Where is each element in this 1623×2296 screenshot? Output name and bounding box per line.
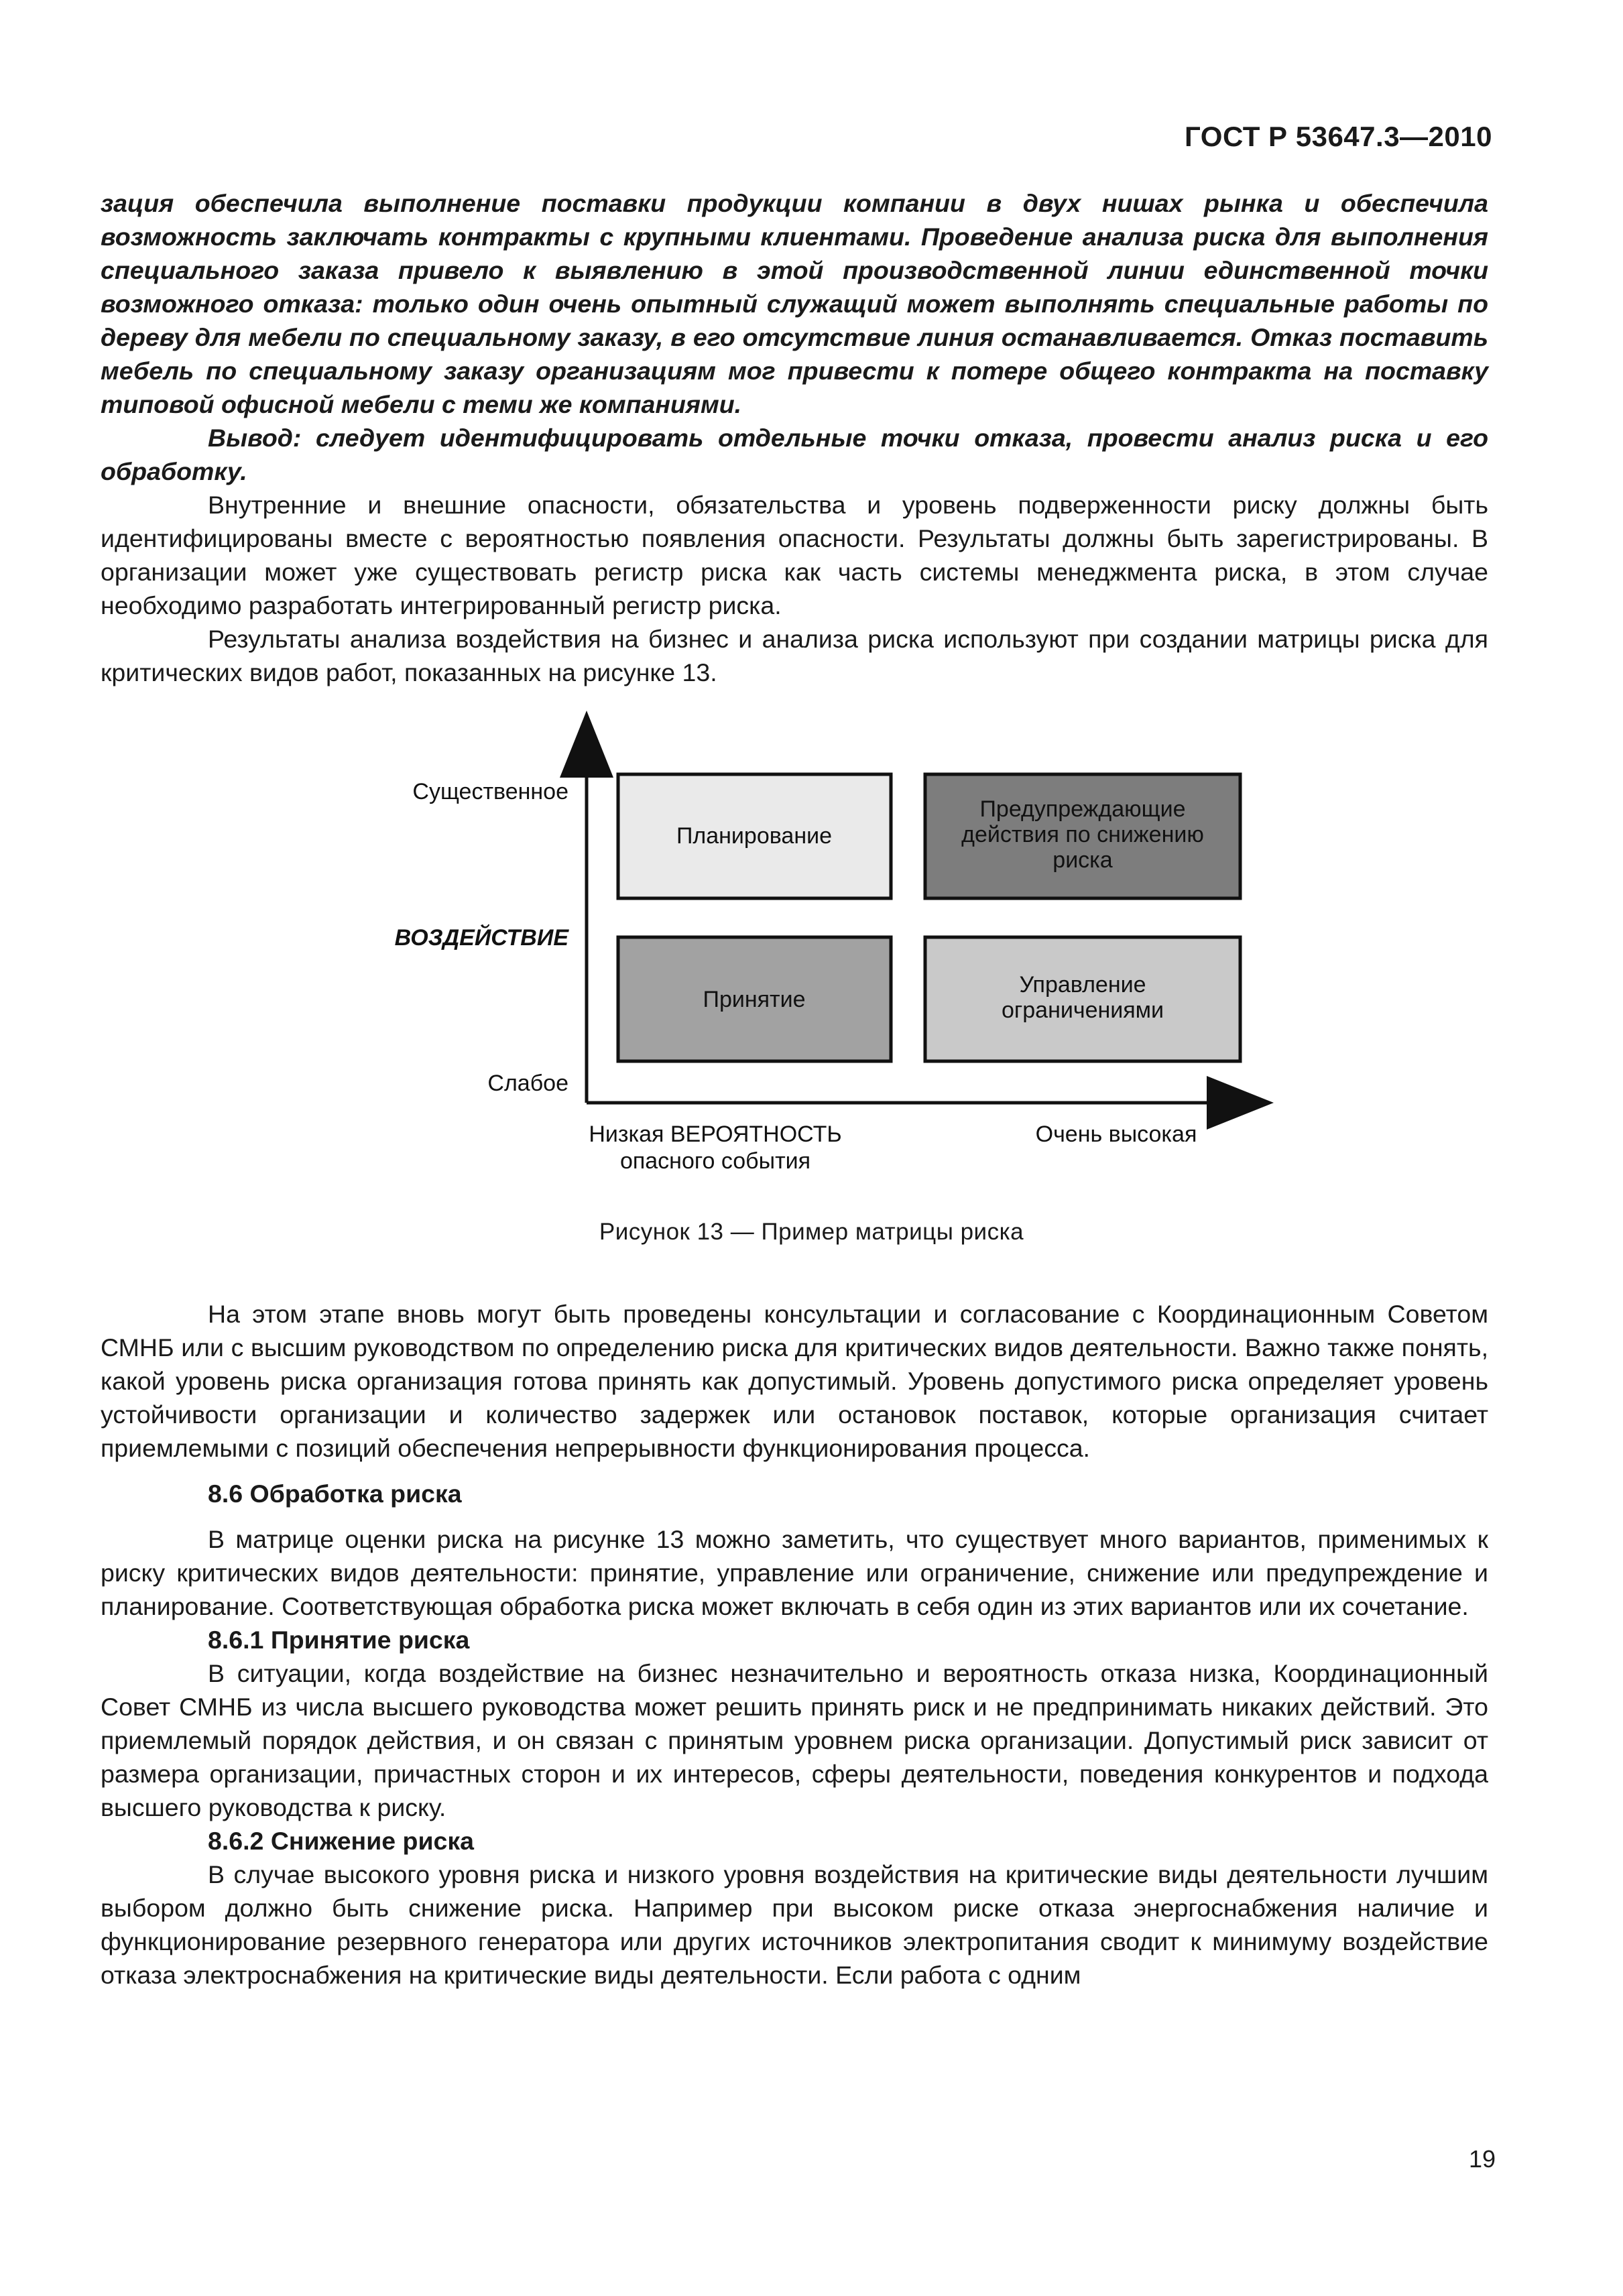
cell-label-preventive-line1: Предупреждающие bbox=[979, 796, 1186, 822]
y-axis-high-label: Существенное bbox=[412, 779, 568, 804]
cell-label-control-line2: ограничениями bbox=[1001, 998, 1164, 1023]
cell-label-preventive-line2: действия по снижению bbox=[961, 822, 1204, 847]
standard-code: ГОСТ Р 53647.3—2010 bbox=[1185, 121, 1492, 152]
body-section bbox=[101, 1297, 1488, 1992]
paragraph-consultation: На этом этапе вновь могут быть проведены консультации и согласование с Координационным Советом СМНБ или с высшим руководством по определению риска для критических видов деятельности. Важно также понять, какой уровень риска организация готова принять как допустимый. Уровень допустимого риска определяет уровень устойчивости организации и количество задержек или остановок поставок, которые организация считает приемлемыми с позиций обеспечения непрерывности функционирования процесса. bbox=[101, 1300, 1488, 1462]
cell-label-acceptance: Принятие bbox=[703, 987, 806, 1012]
example-paragraph: зация обеспечила выполнение поставки продукции компании в двух нишах рынка и обеспечила возможность заключать контракты с крупными клиентами. Проведение анализа риска для выполнения специального заказа привело к выявлению в этой производственной линии единственной точки возможного отказа: только один очень опытный служащий может выполнять специальные работы по дереву для мебели по специальному заказу, в его отсутствие линия останавливается. Отказ поставить мебель по специальному заказу организациям мог привести к потере общего контракта на поставку типовой офисной мебели с теми же компаниями. bbox=[101, 189, 1488, 418]
heading-8-6-1: 8.6.1 Принятие риска bbox=[208, 1626, 470, 1654]
paragraph-hazards: Внутренние и внешние опасности, обязательства и уровень подверженности риску должны быть идентифицированы вместе с вероятностью появления опасности. Результаты должны быть зарегистрированы. В организации может уже существовать регистр риска как часть системы менеджмента риска, в этом случае необходимо разработать интегрированный регистр риска. bbox=[101, 491, 1488, 619]
heading-8-6: 8.6 Обработка риска bbox=[208, 1479, 462, 1508]
y-axis-low-label: Слабое bbox=[487, 1071, 568, 1096]
conclusion-paragraph: Вывод: следует идентифицировать отдельные точки отказа, провести анализ риска и его обработку. bbox=[101, 424, 1488, 485]
y-axis-title: ВОЗДЕЙСТВИЕ bbox=[394, 925, 568, 951]
paragraph-acceptance: В ситуации, когда воздействие на бизнес незначительно и вероятность отказа низка, Координационный Совет СМНБ из числа высшего руководства может решить принять риск и не предпринимать никаких действий. Это приемлемый порядок действия, и он связан с принятым уровнем риска организации. Допустимый риск зависит от размера организации, причастных сторон и их интересов, сферы деятельности, поведения конкурентов и подхода высшего руководства к риску. bbox=[101, 1659, 1488, 1821]
paragraph-treatment: В матрице оценки риска на рисунке 13 можно заметить, что существует много вариантов, применимых к риску критических видов деятельности: принятие, управление или ограничение, снижение или предупреждение и планирование. Соответствующая обработка риска может включать в себя один из этих вариантов или их сочетание. bbox=[101, 1525, 1488, 1620]
x-axis-low-label-line2: опасного события bbox=[619, 1148, 811, 1174]
x-axis-high-label: Очень высокая bbox=[1035, 1122, 1197, 1147]
figure-caption: Рисунок 13 — Пример матрицы риска bbox=[599, 1219, 1024, 1245]
paragraph-matrix-intro: Результаты анализа воздействия на бизнес и анализа риска используют при создании матрицы риска для критических видов работ, показанных на рисунке 13. bbox=[101, 625, 1488, 686]
page-number: 19 bbox=[1468, 2145, 1496, 2173]
cell-label-preventive-line3: риска bbox=[1053, 847, 1113, 873]
x-axis-low-label-line1: Низкая ВЕРОЯТНОСТЬ bbox=[589, 1122, 842, 1147]
cell-label-planning: Планирование bbox=[676, 823, 833, 849]
cell-label-control-line1: Управление bbox=[1019, 972, 1146, 998]
heading-8-6-2: 8.6.2 Снижение риска bbox=[208, 1827, 474, 1855]
paragraph-reduction: В случае высокого уровня риска и низкого уровня воздействия на критические виды деятельности лучшим выбором должно быть снижение риска. Например при высоком риске отказа энергоснабжения наличие и функционирование резервного генератора или других источников электропитания сводит к минимуму воздействие отказа электроснабжения на критические виды деятельности. Если работа с одним bbox=[101, 1860, 1488, 1989]
